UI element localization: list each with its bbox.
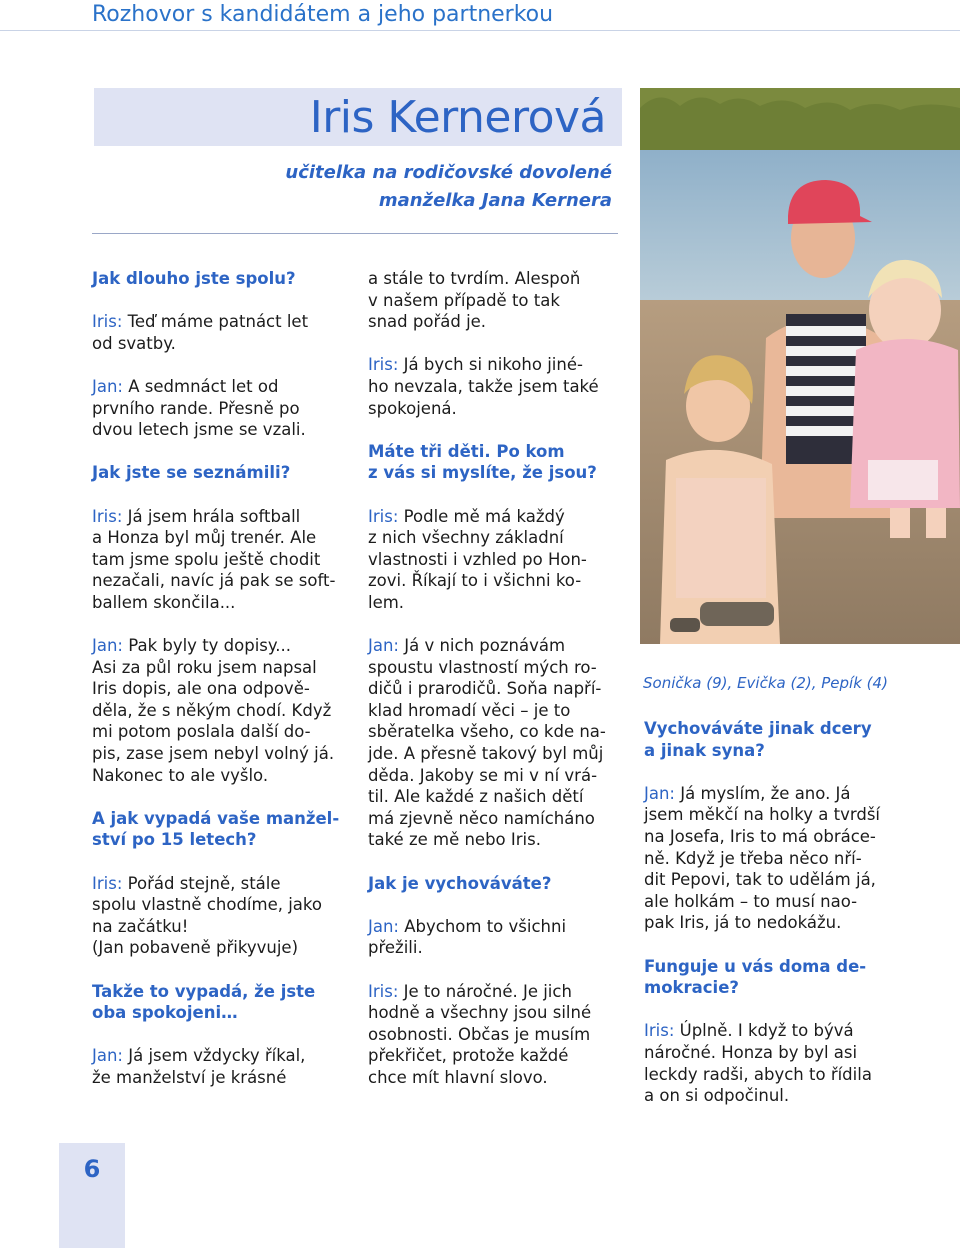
answer [368,268,616,333]
text-line: leckdy radši, abych to řídila [644,1064,872,1084]
text-line: Funguje u vás doma de- [644,956,867,976]
text-line: a Honza byl můj trenér. Ale [92,528,317,548]
answer [92,311,342,354]
text-line: že manželství je krásné [92,1067,287,1087]
answer [92,506,342,614]
answer [92,376,342,441]
text-line: pak Iris, já to nedokážu. [644,913,842,933]
speaker-label: Iris: [368,355,399,375]
text-line: (Jan pobaveně přikyvuje) [92,938,299,958]
speaker-label: Iris: [92,506,123,526]
speaker-label: Jan: [368,916,399,936]
text-line: til. Ale každé z našich dětí [368,787,584,807]
answer [368,981,616,1089]
question [368,441,616,484]
text-line: Já v nich poznávám [399,636,566,656]
text-line: na začátku! [92,916,189,936]
question [644,956,894,999]
page-number-box [59,1143,125,1248]
text-line: dičů i prarodičů. Soňa napří- [368,679,602,699]
text-line: ho nevzala, takže jsem také [368,376,599,396]
text-line: Máte tři děti. Po kom [368,441,565,461]
text-line: Jak jste se seznámili? [92,463,291,483]
text-line: přežili. [368,938,423,958]
text-line: jde. A přesně takový byl můj [368,744,604,764]
text-line: z vás si myslíte, že jsou? [368,463,597,483]
answer [92,1045,342,1088]
photo-caption: Sonička (9), Evička (2), Pepík (4) [643,674,888,692]
speaker-label: Jan: [92,376,123,396]
text-line: spokojená. [368,398,457,418]
text-line: lem. [368,592,405,612]
text-line: klad hromadí věci – je to [368,700,571,720]
answer [368,635,616,851]
text-line: Je to náročné. Je jich [398,981,572,1001]
text-line: ballem skončila... [92,592,236,612]
question [92,808,342,851]
text-line: nezačali, navíc já pak se soft- [92,571,336,591]
family-photo [640,88,960,644]
speaker-label: Iris: [92,312,123,332]
text-line: Podle mě má každý [398,506,565,526]
text-line: Pořád stejně, stále [122,873,281,893]
answer [92,873,342,959]
text-line: Já jsem hrála softball [122,506,301,526]
page-title: Iris Kernerová [309,92,606,143]
text-line: a stále to tvrdím. Alespoň [368,269,581,288]
text-line: vlastnosti i vzhled po Hon- [368,549,587,569]
question [368,873,616,895]
text-line: od svatby. [92,333,176,353]
speaker-label: Iris: [644,1021,675,1041]
answer [644,783,894,934]
text-line: pis, zase jsem nebyl volný já. [92,744,335,764]
text-line: děda. Jakoby se mi v ní vrá- [368,765,598,785]
text-line: jsem měkčí na holky a tvrdší [644,805,880,825]
text-line: Já myslím, že ano. Já [675,783,851,803]
text-line: dit Pepovi, tak to udělám já, [644,870,876,890]
speaker-label: Jan: [92,636,123,656]
text-line: osobnosti. Občas je musím [368,1024,591,1044]
speaker-label: Iris: [92,873,123,893]
text-line: překřičet, protože každé [368,1046,569,1066]
text-line: Abychom to všichni [399,916,567,936]
article-column-1 [92,268,342,1110]
running-header [0,0,960,30]
text-line: také ze mě nebo Iris. [368,830,541,850]
text-line: Iris dopis, ale ona odpově- [92,679,310,699]
header-title: Rozhovor s kandidátem a jeho partnerkou [92,2,554,27]
answer [368,916,616,959]
text-line: náročné. Honza by byl asi [644,1042,858,1062]
text-line: Nakonec to ale vyšlo. [92,765,269,785]
text-line: spoustu vlastností mých ro- [368,657,597,677]
question [92,981,342,1024]
title-rule [92,233,618,234]
text-line: Takže to vypadá, že jste [92,981,316,1001]
subtitle-spouse: manželka Jana Kernera [378,190,612,211]
text-line: Já bych si nikoho jiné- [398,355,583,375]
text-line: Já jsem vždycky říkal, [123,1046,306,1066]
speaker-label: Jan: [644,783,675,803]
text-line: ství po 15 letech? [92,830,257,850]
text-line: na Josefa, Iris to má obráce- [644,826,876,846]
text-line: a jinak syna? [644,740,765,760]
answer [92,635,342,786]
text-line: Vychováváte jinak dcery [644,719,872,738]
text-line: chce mít hlavní slovo. [368,1067,548,1087]
text-line: tam jsme spolu ještě chodit [92,549,321,569]
text-line: oba spokojeni… [92,1003,238,1023]
text-line: Úplně. I když to bývá [674,1021,854,1041]
speaker-label: Jan: [368,636,399,656]
text-line: Jak je vychováváte? [368,873,552,893]
article-column-2 [368,268,616,1110]
text-line: prvního rande. Přesně po [92,398,300,418]
text-line: z nich všechny základní [368,528,564,548]
text-line: Asi za půl roku jsem napsal [92,657,317,677]
answer [644,1020,894,1106]
page-number: 6 [83,1155,101,1183]
speaker-label: Iris: [368,981,399,1001]
text-line: snad pořád je. [368,312,487,332]
question [644,718,894,761]
text-line: mokracie? [644,978,739,998]
text-line: Jak dlouho jste spolu? [92,269,296,288]
answer [368,506,616,614]
text-line: A jak vypadá vaše manžel- [92,808,340,828]
text-line: ale holkám – to musí nao- [644,891,858,911]
text-line: v našem případě to tak [368,290,560,310]
text-line: děla, že s někým chodí. Když [92,700,332,720]
text-line: sběratelka všeho, co kde na- [368,722,606,742]
speaker-label: Jan: [92,1046,123,1066]
question [92,268,342,290]
family-photo-illustration [640,88,960,644]
title-box [94,88,622,146]
text-line: a on si odpočinul. [644,1086,790,1106]
text-line: spolu vlastně chodíme, jako [92,895,322,915]
subtitle-occupation: učitelka na rodičovské dovolené [285,162,612,183]
text-line: Teď máme patnáct let [122,312,309,332]
text-line: hodně a všechny jsou silné [368,1003,592,1023]
speaker-label: Iris: [368,506,399,526]
text-line: mi potom poslala další do- [92,722,311,742]
text-line: Pak byly ty dopisy... [123,636,292,656]
text-line: dvou letech jsme se vzali. [92,420,306,440]
text-line: zovi. Říkají to i všichni ko- [368,571,582,591]
article-column-3 [644,718,894,1128]
text-line: A sedmnáct let od [123,376,279,396]
header-rule [0,30,960,31]
question [92,462,342,484]
text-line: ně. Když je třeba něco nří- [644,848,862,868]
text-line: má zjevně něco namícháno [368,808,595,828]
answer [368,354,616,419]
